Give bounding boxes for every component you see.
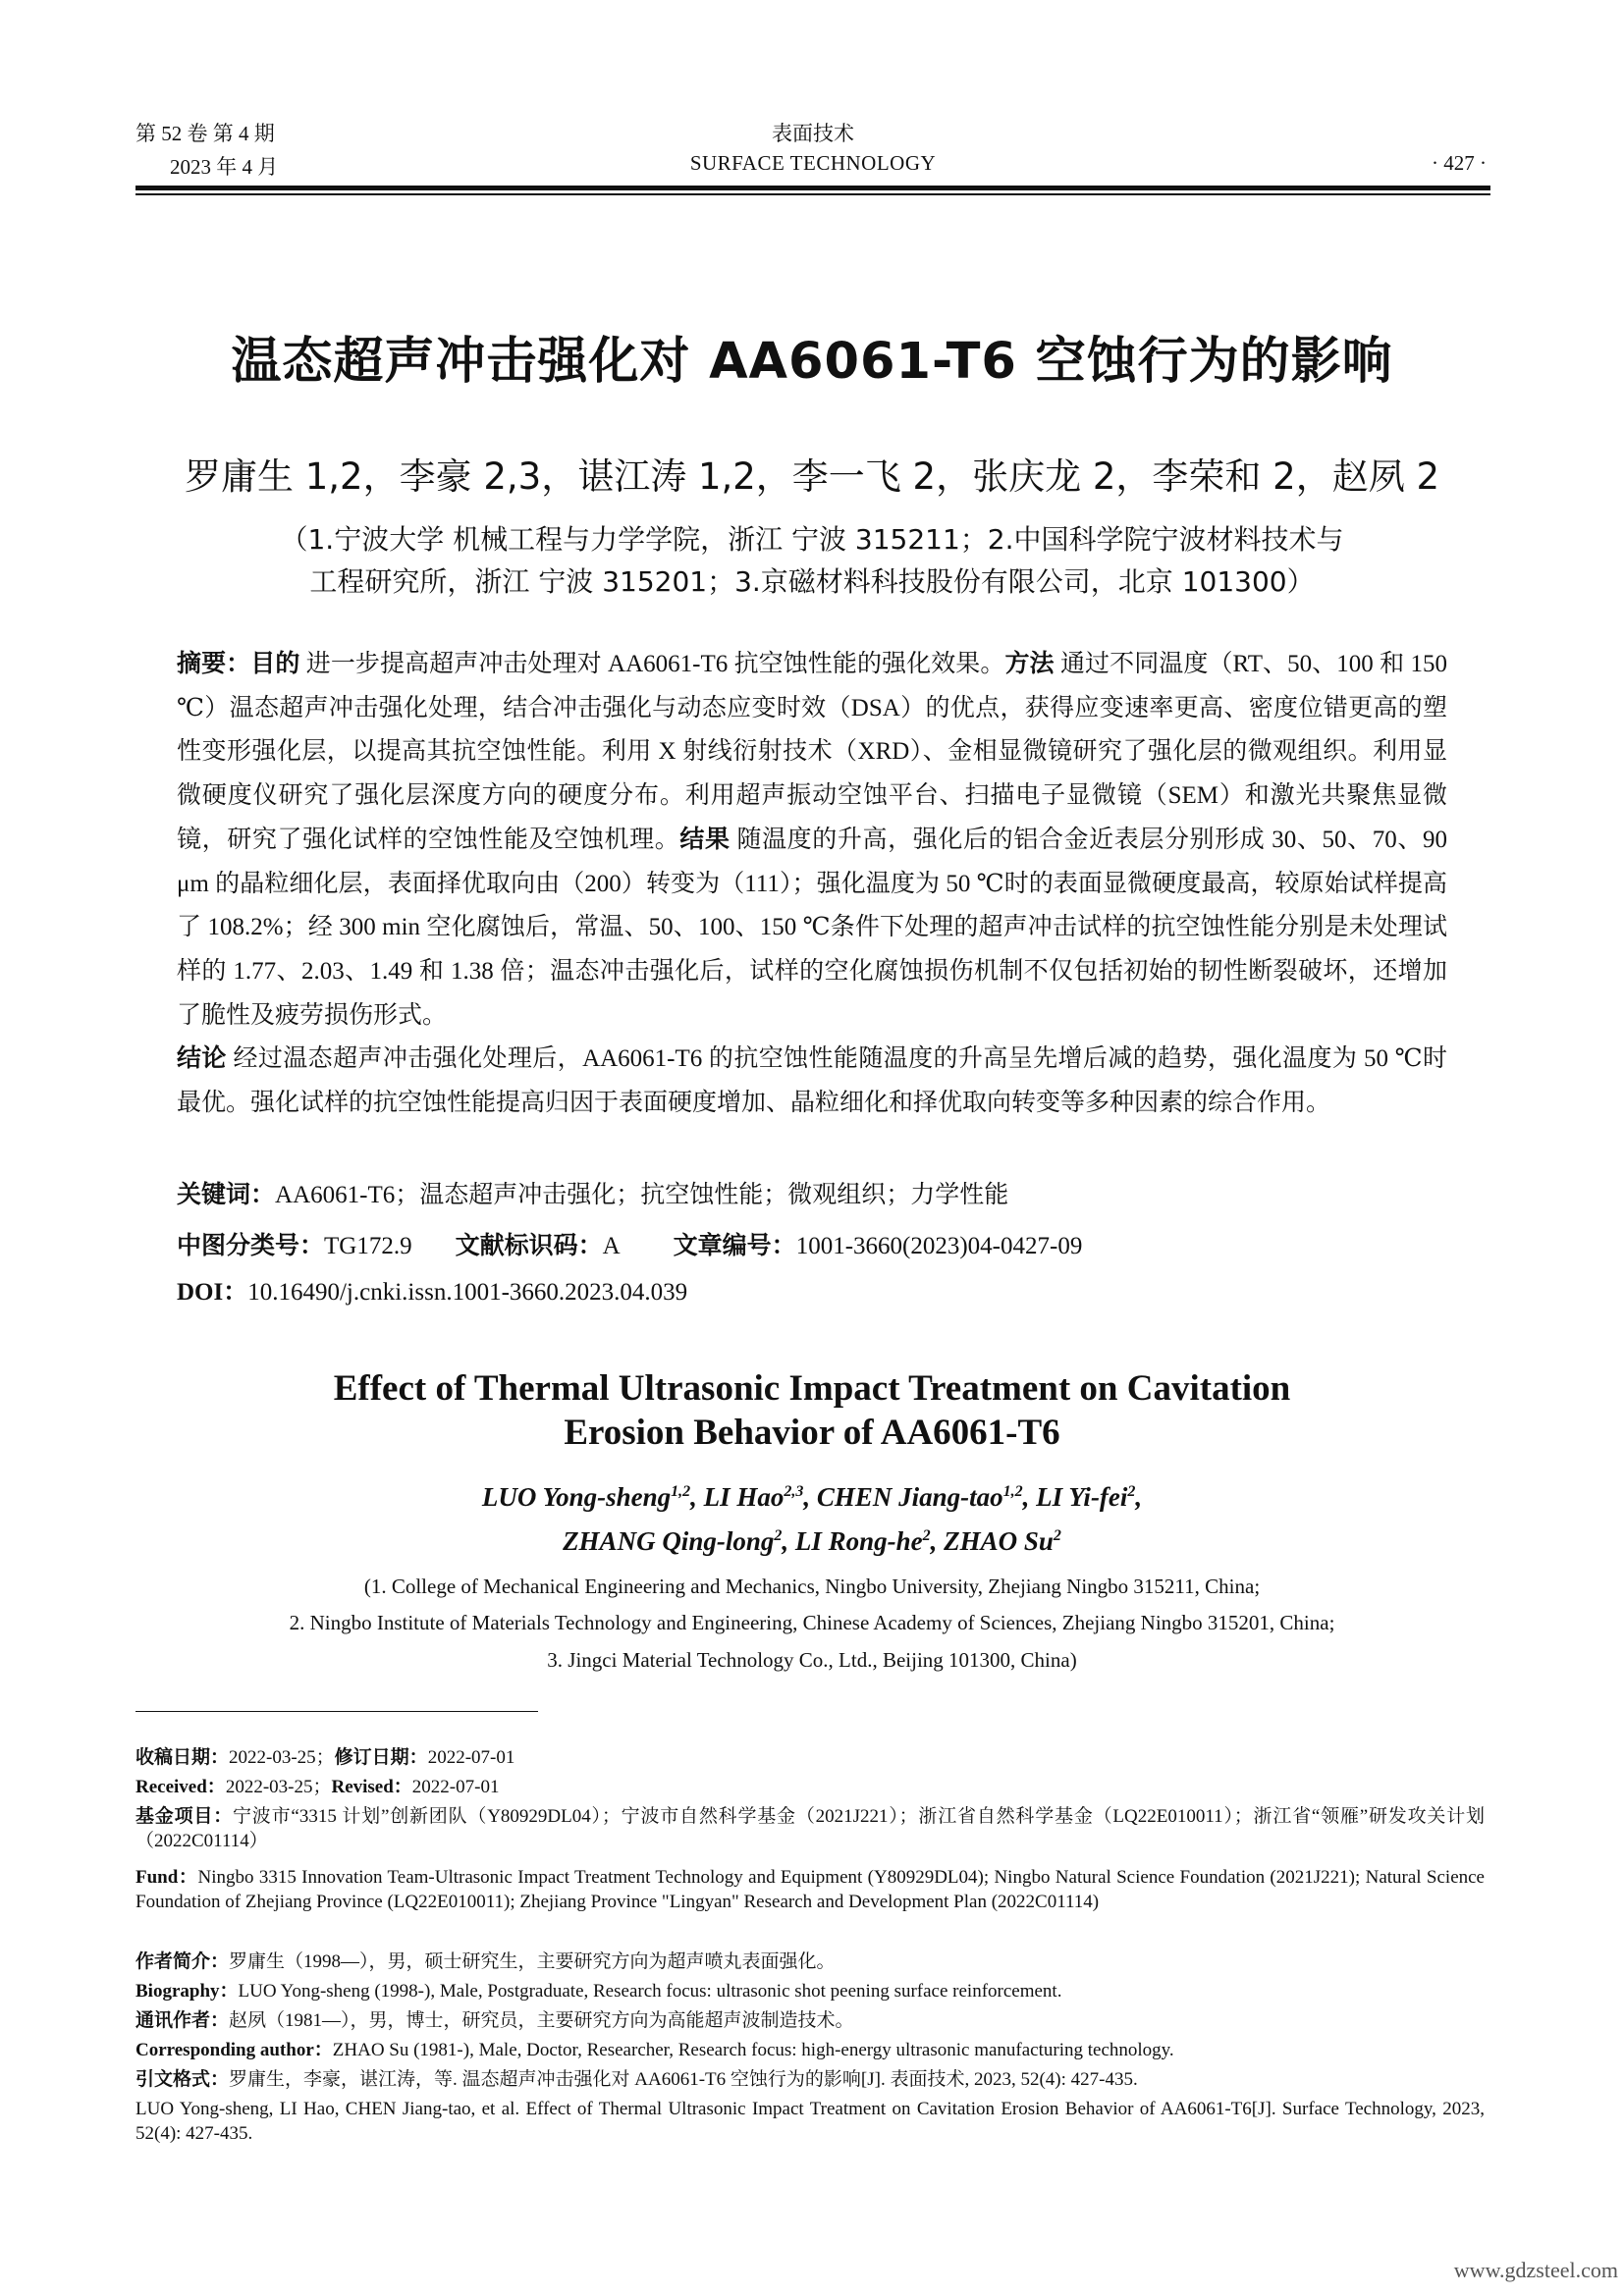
abstract-cn — [177, 643, 1447, 1126]
revised-en-value: 2022-07-01 — [411, 1777, 500, 1797]
author-affil-mark: 1,2 — [1002, 1483, 1023, 1500]
author-affil-mark: 2,3 — [784, 1483, 804, 1500]
affiliation-cn-line: （1.宁波大学 机械工程与力学学院，浙江 宁波 315211；2.中国科学院宁波材料技术与 — [280, 523, 1344, 556]
clc-label: 中图分类号： — [177, 1233, 325, 1259]
footnote-citation-en: LUO Yong-sheng, LI Hao, CHEN Jiang-tao, et al. Effect of Thermal Ultrasonic Impact Treatment on Cavitation Erosion Behavior of AA6061-T6[J]. Surface Technology, 2023, 52(4): 427-435. — [135, 2099, 1485, 2144]
citation-cn-value: 罗庸生，李豪，谌江涛，等. 温态超声冲击强化对 AA6061-T6 空蚀行为的影响[J]. 表面技术, 2023, 52(4): 427-435. — [229, 2069, 1138, 2090]
revised-en-label: Revised： — [331, 1777, 412, 1797]
clc-value: TG172.9 — [324, 1233, 412, 1259]
issue-date: 2023 年 4 月 — [170, 155, 279, 179]
corresponding-cn-value: 赵夙（1981—），男，博士，研究员，主要研究方向为高能超声波制造技术。 — [229, 2010, 854, 2031]
authors-cn: 罗庸生 1,2，李豪 2,3，谌江涛 1,2，李一飞 2，张庆龙 2，李荣和 2，赵夙 2 — [184, 455, 1440, 498]
doc-code-value: A — [602, 1233, 621, 1259]
received-en-label: Received： — [135, 1777, 226, 1797]
objective-text: 进一步提高超声冲击处理对 AA6061-T6 抗空蚀性能的强化效果。 — [305, 651, 1005, 677]
methods-label: 方法 — [1004, 651, 1055, 677]
objective-label: 目的 — [250, 651, 300, 677]
fund-cn-label: 基金项目： — [135, 1806, 233, 1827]
conclusion-label: 结论 — [177, 1045, 227, 1073]
page-header — [135, 116, 1490, 194]
header-rule-thin — [135, 193, 1490, 195]
footnote-corresponding-en — [135, 2038, 1485, 2062]
author-affil-mark: 2 — [774, 1527, 783, 1544]
footnote-rule — [135, 1711, 538, 1712]
article-number-label: 文章编号： — [673, 1233, 796, 1259]
corresponding-en-value: ZHAO Su (1981-), Male, Doctor, Researcher, Research focus: high-energy ultrasonic manufacturing technology. — [332, 2040, 1174, 2060]
author-en: ZHANG Qing-long — [563, 1526, 775, 1556]
abstract-label: 摘要： — [177, 651, 251, 677]
author-en: CHEN Jiang-tao — [816, 1482, 1003, 1512]
fund-cn-value: 宁波市“3315 计划”创新团队（Y80929DL04）；宁波市自然科学基金（2021J221）；浙江省自然科学基金（LQ22E010011）；浙江省“领雁”研发攻关计划（2022C01114） — [135, 1806, 1485, 1851]
author-en: LUO Yong-sheng — [481, 1482, 672, 1512]
received-cn-value: 2022-03-25； — [229, 1747, 335, 1768]
results-label: 结果 — [679, 826, 731, 853]
affiliation-en-line: (1. College of Mechanical Engineering and Mechanics, Ningbo University, Zhejiang Ningbo 315211, China; — [363, 1575, 1261, 1598]
header-rule-thick — [135, 186, 1490, 190]
author-en: LI Yi-fei — [1036, 1482, 1128, 1512]
author-affil-mark: 2 — [922, 1527, 931, 1544]
paper-title-cn: 温态超声冲击强化对 AA6061-T6 空蚀行为的影响 — [231, 333, 1393, 391]
bio-cn-value: 罗庸生（1998—），男，硕士研究生，主要研究方向为超声喷丸表面强化。 — [229, 1951, 836, 1972]
article-number-value: 1001-3660(2023)04-0427-09 — [795, 1233, 1083, 1259]
affiliation-en-line: 3. Jingci Material Technology Co., Ltd., Beijing 101300, China) — [547, 1648, 1077, 1672]
received-cn-label: 收稿日期： — [135, 1747, 230, 1768]
title-en-line: Erosion Behavior of AA6061-T6 — [564, 1413, 1060, 1453]
footnote-fund-cn — [135, 1804, 1485, 1853]
affiliation-cn-line: 工程研究所，浙江 宁波 315201；3.京磁材料科技股份有限公司，北京 101300） — [309, 565, 1315, 598]
author-affil-mark: 2 — [1127, 1483, 1136, 1500]
doi-label: DOI： — [177, 1279, 248, 1306]
bio-cn-label: 作者简介： — [135, 1951, 230, 1972]
footnote-bio-cn — [135, 1949, 1485, 1974]
revised-cn-value: 2022-07-01 — [427, 1747, 515, 1768]
revised-cn-label: 修订日期： — [334, 1747, 428, 1768]
journal-name-cn: 表面技术 — [772, 122, 854, 145]
author-en: ZHAO Su — [944, 1526, 1054, 1556]
bio-en-label: Biography： — [135, 1981, 239, 2002]
citation-cn-label: 引文格式： — [135, 2069, 230, 2090]
fund-en-label: Fund： — [135, 1867, 198, 1888]
doc-code-label: 文献标识码： — [455, 1233, 603, 1259]
bio-en-value: LUO Yong-sheng (1998-), Male, Postgraduate, Research focus: ultrasonic shot peening surface reinforcement. — [238, 1981, 1062, 2002]
doi-line — [177, 1272, 687, 1308]
footnote-bio-en — [135, 1979, 1485, 2003]
methods-text: 通过不同温度（RT、50、100 和 150 ℃）温态超声冲击强化处理，结合冲击强化与动态应变时效（DSA）的优点，获得应变速率更高、密度位错更高的塑性变形强化层，以提高其抗空蚀性能。利用 X 射线衍射技术（XRD）、金相显微镜研究了强化层的微观组织。利用显微硬度仪研究了强化层深度方向的硬度分布。利用超声振动空蚀平台、扫描电子显微镜（SEM）和激光共聚焦显微镜，研究了强化试样的空蚀性能及空蚀机理。 — [177, 651, 1448, 853]
footnote-corresponding-cn — [135, 2008, 1485, 2033]
authors-en: LUO Yong-sheng$^{1,2}$, LI Hao$^{2,3}$, CHEN Jiang-tao$^{1,2}$, LI Yi-fei$^2$, ZHANG Qing-long$^2$, LI Rong-$he^2$, ZHAO Su$^2$ — [481, 1482, 1143, 1556]
watermark-url: www.gdzsteel.com — [1453, 2258, 1618, 2282]
affiliation-en-line: 2. Ningbo Institute of Materials Technology and Engineering, Chinese Academy of Sciences, Zhejiang Ningbo 315201, China; — [289, 1611, 1335, 1634]
paper-title-en — [0, 1366, 1624, 1455]
volume-issue: 第 52 卷 第 4 期 — [135, 122, 275, 145]
received-en-value: 2022-03-25； — [225, 1777, 332, 1797]
footnote-received-en — [135, 1775, 1485, 1799]
author-en: LI Hao — [703, 1482, 785, 1512]
results-text: 随温度的升高，强化后的铝合金近表层分别形成 30、50、70、90 μm 的晶粒细化层，表面择优取向由（200）转变为（111）；强化温度为 50 ℃时的表面显微硬度最高，较原始试样提高了 108.2%；经 300 min 空化腐蚀后，常温、50、100、150 ℃条件下处理的超声冲击试样的抗空蚀性能分别是未处理试样的 1.77、2.03、1.49 和 1.38 倍；温态冲击强化后，试样的空化腐蚀损伤机制不仅包括初始的韧性断裂破坏，还增加了脆性及疲劳损伤形式。 — [177, 826, 1447, 1029]
page-number: · 427 · — [1432, 151, 1487, 175]
title-en-line: Effect of Thermal Ultrasonic Impact Treatment on Cavitation — [333, 1368, 1291, 1409]
corresponding-cn-label: 通讯作者： — [135, 2010, 230, 2031]
footnote-citation-cn — [135, 2067, 1485, 2092]
footnote-received-cn — [135, 1745, 1485, 1770]
fund-en-value: Ningbo 3315 Innovation Team-Ultrasonic Impact Treatment Technology and Equipment (Y80929DL04); Ningbo Natural Science Foundation (2021J221); Natural Science Foundation of Zhejiang Province (LQ22E010011); Zhejiang Province "Lingyan" Research and Development Plan (2022C01114) — [135, 1867, 1485, 1912]
classification-line — [177, 1226, 1082, 1261]
author-en: LI Rong-he — [794, 1526, 923, 1556]
keywords-label: 关键词： — [177, 1182, 276, 1208]
footnote-fund-en — [135, 1865, 1485, 1914]
author-affil-mark: 2 — [1053, 1527, 1061, 1544]
corresponding-en-label: Corresponding author： — [135, 2040, 333, 2060]
author-affil-mark: 1,2 — [671, 1483, 691, 1500]
keywords-value: AA6061-T6；温态超声冲击强化；抗空蚀性能；微观组织；力学性能 — [275, 1182, 1009, 1208]
conclusion-text: 经过温态超声冲击强化处理后，AA6061-T6 的抗空蚀性能随温度的升高呈先增后减的趋势，强化温度为 50 ℃时最优。强化试样的抗空蚀性能提高归因于表面硬度增加、晶粒细化和择优取向转变等多种因素的综合作用。 — [177, 1045, 1447, 1117]
journal-name-en: SURFACE TECHNOLOGY — [689, 151, 937, 175]
doi-value: 10.16490/j.cnki.issn.1001-3660.2023.04.039 — [247, 1279, 688, 1306]
keywords — [177, 1175, 1008, 1210]
